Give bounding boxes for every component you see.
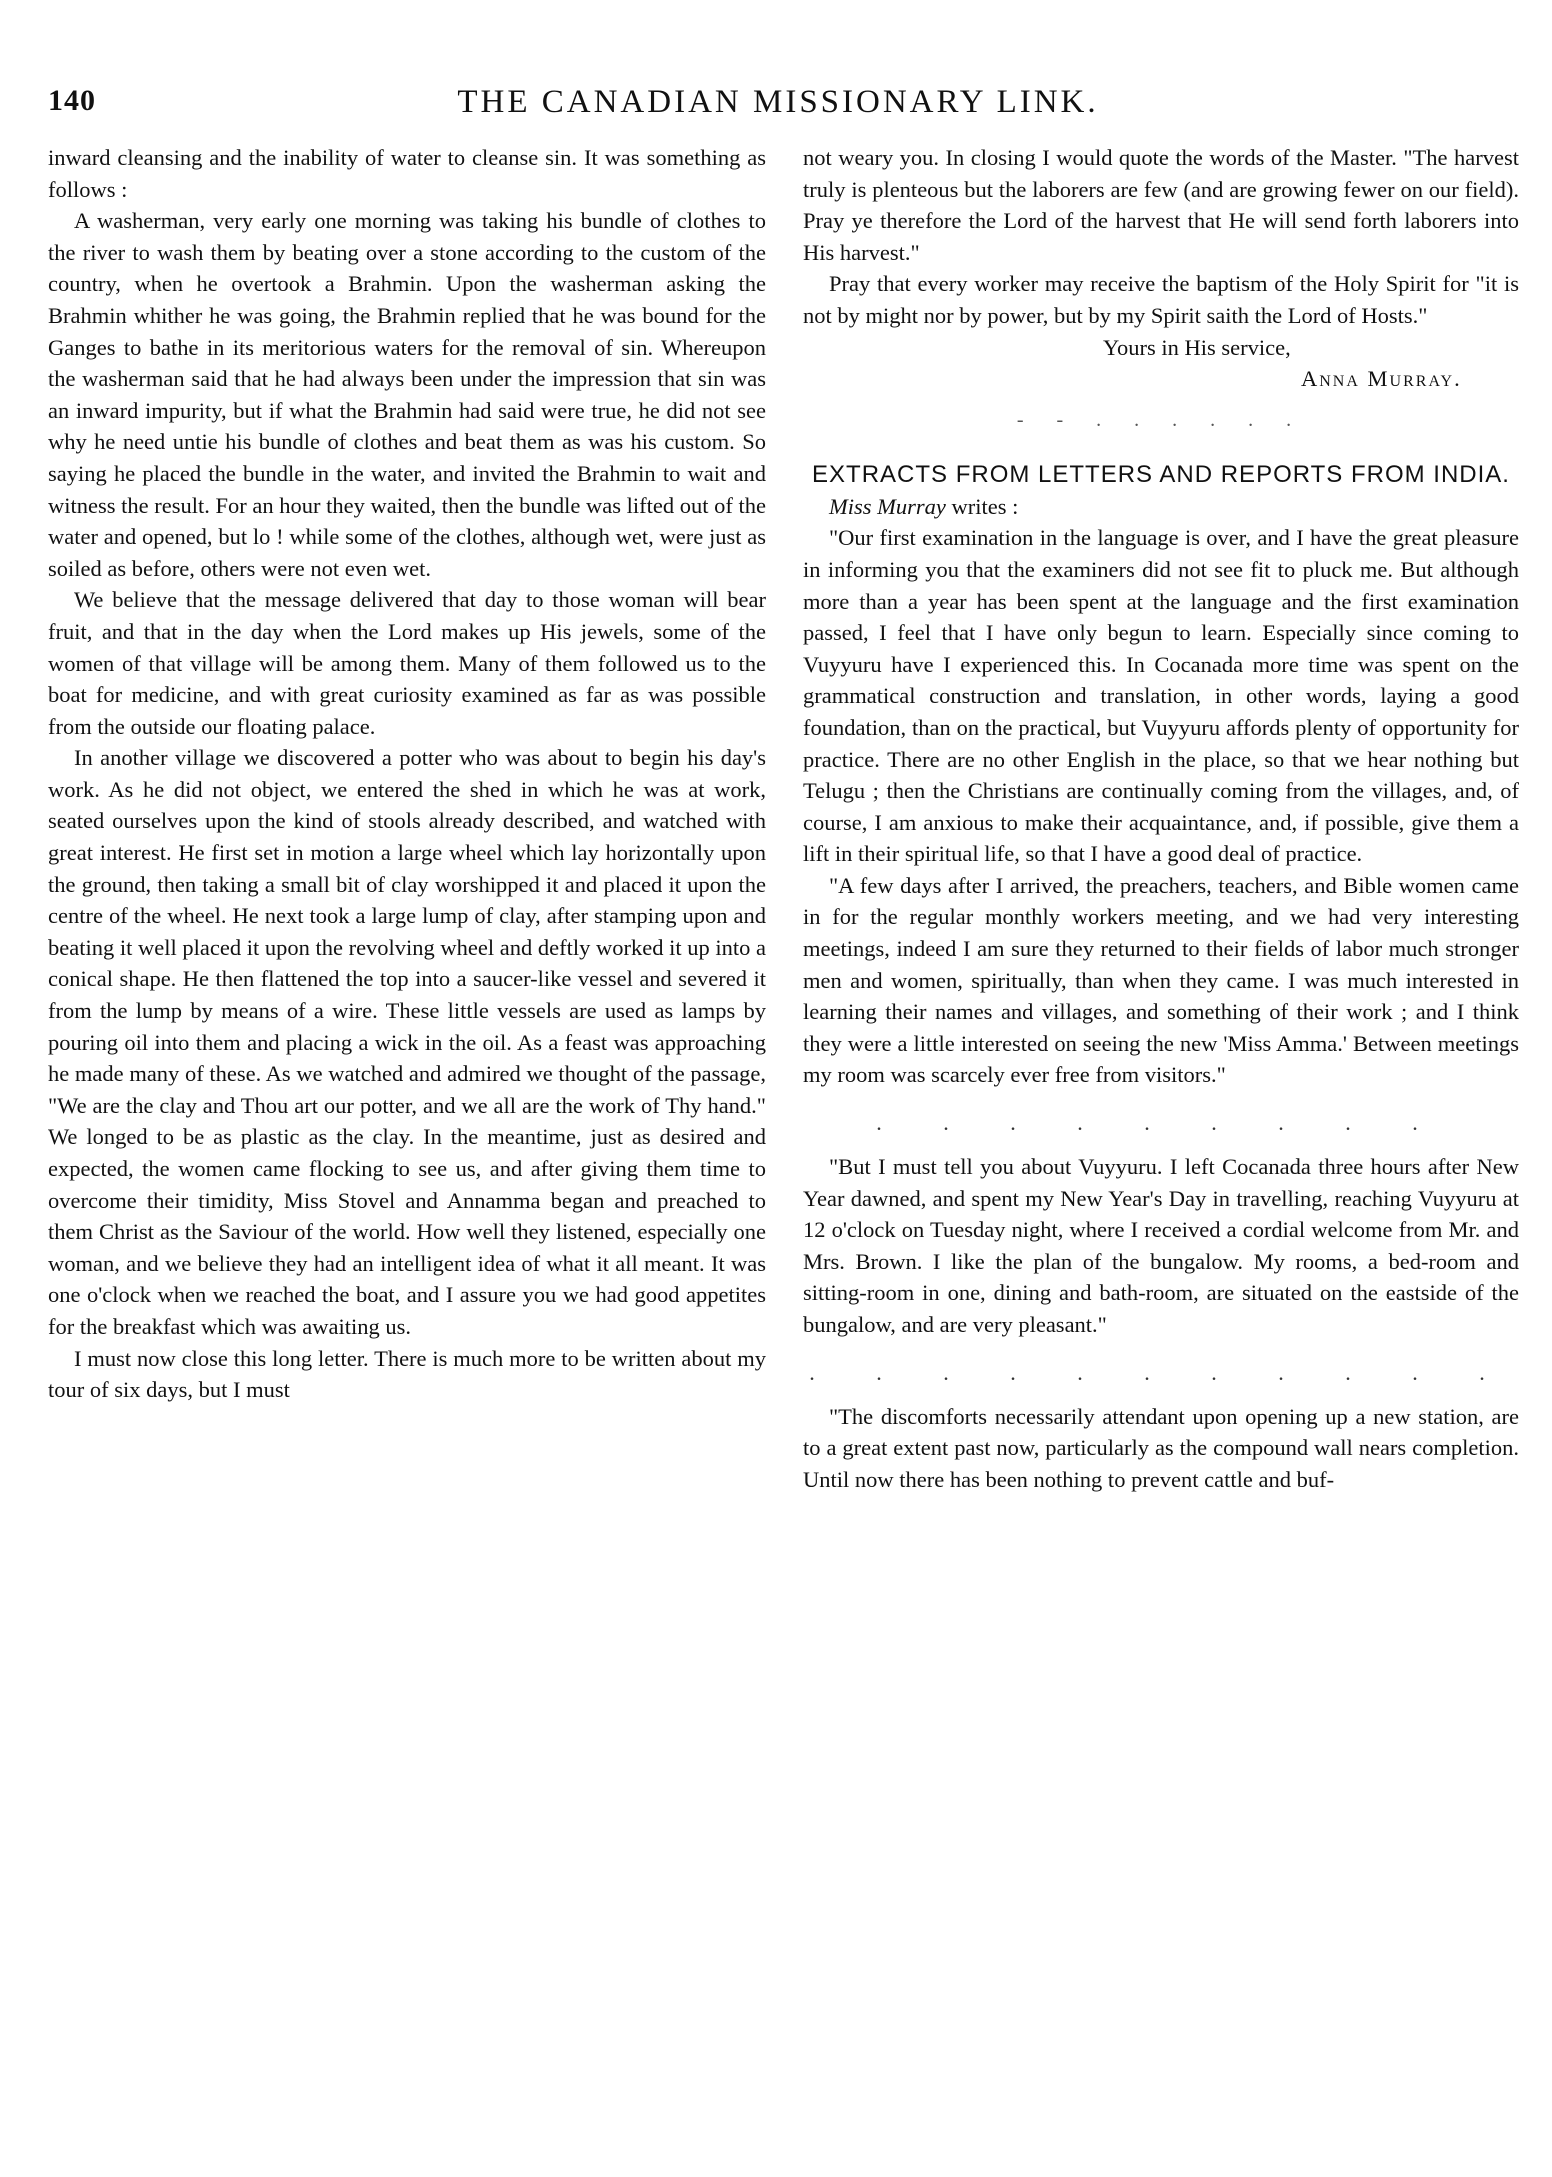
page-number: 140 [48,84,96,117]
letter-signature: Anna Murray. [1301,366,1462,392]
paragraph: "The discomforts necessarily attendant upon opening up a new station, are to a great extent past now, particularly as the compound wall nears completion. Until now there has been nothing to prevent cattle and buf- [803,1403,1519,1492]
paragraph: "But I must tell you about Vuyyuru. I left Cocanada three hours after New Year dawned, and spent my New Year's Day in travelling, reaching Vuyyuru at 12 o'clock on Tuesday night, where I received a cordial welcome from Mr. and Mrs. Brown. I like the plan of the bungalow. My rooms, a bed-room and sitting-room in one, dining and bath-room, are situated on the eastside of the bungalow, and are very pleasant." [803,1154,1519,1337]
paragraph: Pray that every worker may receive the baptism of the Holy Spirit for "it is not by might nor by power, but by my Spirit saith the Lord of Hosts." [803,271,1519,328]
ellipsis-dots: . . . . . . . . . [876,1110,1446,1136]
ellipsis-dots: . . . . . . . . . . . [809,1359,1513,1385]
paragraph: inward cleansing and the inability of water to cleanse sin. It was something as follows : [48,145,766,202]
paragraph: "Our first examination in the language is over, and I have the great pleasure in informing you that the examiners did not see fit to pluck me. But although more than a year has been spent at the language and the first examination passed, I feel that I have only begun to learn. Especially since coming to Vuyyuru have I experienced this. In Cocanada more time was spent on the grammatical construction and translation, in other words, laying a good foundation, than on the practical, but Vuyyuru affords plenty of opportunity for practice. There are no other English in the place, so that we hear nothing but Telugu ; then the Christians are continually coming from the villages, and, of course, I am anxious to make their acquaintance, and, if possible, give them a lift in their spiritual life, so that I have a good deal of practice. [803,525,1519,867]
paragraph: I must now close this long letter. There is much more to be written about my tour of six days, but I must [48,1345,766,1403]
paragraph: "A few days after I arrived, the preachers, teachers, and Bible women came in for the regular monthly workers meeting, and we had very interesting meetings, indeed I am sure they returned to their fields of labor much stronger men and women, spiritually, than when they came. I was much interested in learning their names and villages, and something of their work ; and I think they were a little interested on seeing the new 'Miss Amma.' Between meetings my room was scarcely ever free from visitors." [803,872,1519,1088]
paragraph: In another village we discovered a potter who was about to begin his day's work. As he did not object, we entered the shed in which he was at work, seated ourselves upon the kind of stools already described, and watched with great interest. He first set in motion a large wheel which lay horizontally upon the ground, then taking a small bit of clay worshipped it and placed it upon the centre of the wheel. He next took a large lump of clay, after stamping upon and beating it well placed it upon the revolving wheel and deftly worked it up into a conical shape. He then flattened the top into a saucer-like vessel and severed it from the lump by means of a wire. These little vessels are used as lamps by pouring oil into them and placing a wick in the oil. As a feast was approaching he made many of these. As we watched and admired we thought of the passage, "We are the clay and Thou art our potter, and we all are the work of Thy hand." We longed to be as plastic as the clay. In the meantime, just as desired and expected, the women came flocking to see us, and after giving them time to overcome their timidity, Miss Stovel and Annamma began and preached to them Christ as the Saviour of the world. How well they listened, especially one woman, and we believe they had an intelligent idea of what it all meant. It was one o'clock when we reached the boat, and I assure you we had good appetites for the breakfast which was awaiting us. [48,745,766,1339]
writer-name: Miss Murray [829,493,946,519]
right-column [803,142,1519,1495]
letter-closing: Yours in His service, [1103,334,1291,360]
paragraph: not weary you. In closing I would quote the words of the Master. "The harvest truly is plenteous but the laborers are few (and are growing fewer on our field). Pray ye therefore the Lord of the harvest that He will send forth laborers into His harvest." [803,145,1519,265]
writer-suffix: writes : [945,493,1019,519]
running-title: THE CANADIAN MISSIONARY LINK. [457,84,1099,120]
paragraph: A washerman, very early one morning was taking his bundle of clothes to the river to wash them by beating over a stone according to the custom of the country, when he overtook a Brahmin. Upon the washerman asking the Brahmin whither he was going, the Brahmin replied that he was bound for the Ganges to bathe in its meritorious waters for the removal of sin. Whereupon the washerman said that he had always been under the impression that sin was an inward impurity, but if what the Brahmin had said were true, he did not see why he need untie his bundle of clothes and beat them as was his custom. So saying he placed the bundle in the water, and invited the Brahmin to wait and witness the result. For an hour they waited, then the bundle was lifted out of the water and opened, but lo ! while some of the clothes, although wet, were just as soiled as before, others were not even wet. [48,208,766,581]
writer-intro [803,491,1519,523]
page-header [48,84,1508,134]
section-heading: EXTRACTS FROM LETTERS AND REPORTS FROM INDIA. [812,460,1510,488]
left-column [48,142,766,1406]
paragraph: We believe that the message delivered that day to those woman will bear fruit, and that in the day when the Lord makes up His jewels, some of the women of that village will be among them. Many of them followed us to the boat for medicine, and with great curiosity examined as far as was possible from the outside our floating palace. [48,587,766,739]
section-divider: - - . . . . . . [1016,408,1306,431]
